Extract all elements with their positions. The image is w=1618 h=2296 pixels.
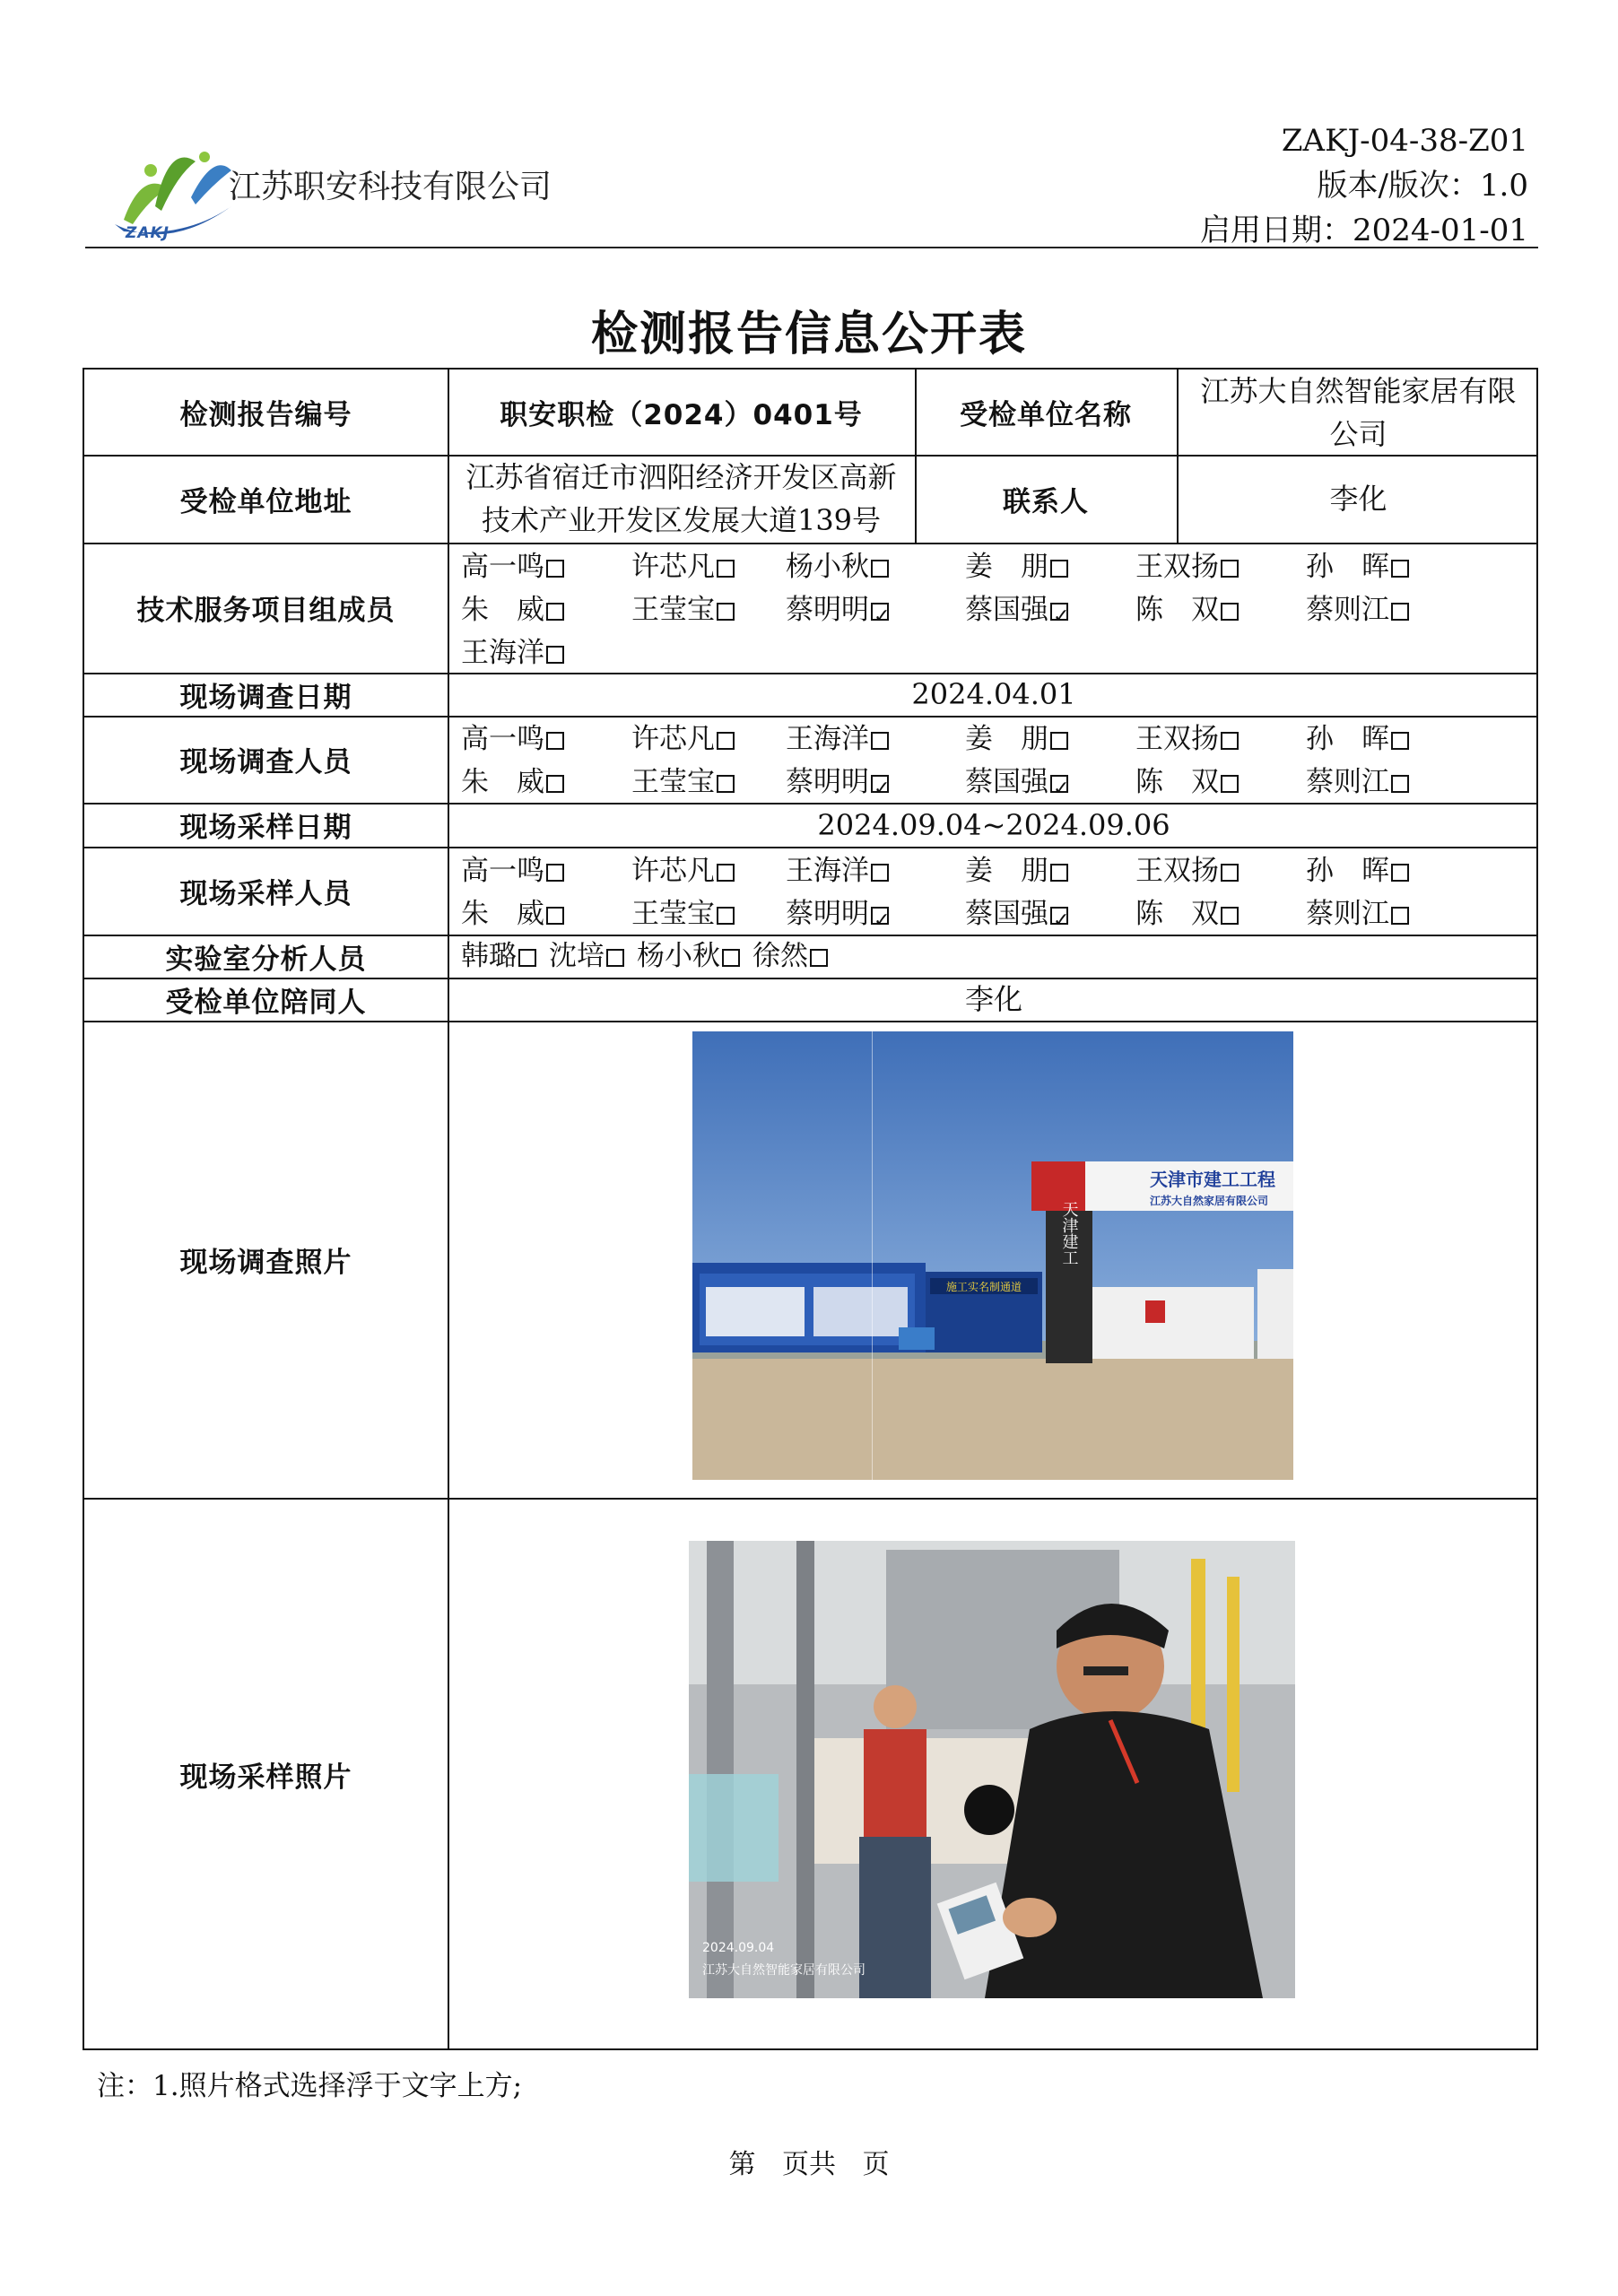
person-entry: [1306, 718, 1476, 761]
person-name: 陈 双: [1135, 594, 1219, 626]
person-name: 朱 威: [461, 766, 544, 798]
checkbox-icon[interactable]: [717, 560, 735, 578]
unit-address-value: 江苏省宿迁市泗阳经济开发区高新技术产业开发区发展大道139号: [465, 460, 897, 537]
document-meta: [1200, 118, 1528, 253]
sampling-staff-list: [461, 849, 1476, 935]
person-entry: [965, 588, 1135, 631]
person-entry: [752, 940, 828, 972]
checkbox-icon[interactable]: [1391, 732, 1409, 750]
report-no-value: 职安职检（2024）0401号: [500, 399, 863, 431]
person-name: 许芯凡: [631, 551, 715, 583]
person-name: 高一鸣: [461, 855, 544, 887]
person-entry: [461, 631, 631, 674]
company-name: 江苏职安科技有限公司: [229, 169, 552, 205]
page-footer: 第 页共 页: [728, 2149, 890, 2180]
person-entry: [461, 892, 631, 935]
person-entry: [1306, 588, 1476, 631]
person-entry: [631, 588, 786, 631]
person-name: 徐然: [752, 940, 808, 972]
checkbox-icon[interactable]: [871, 732, 889, 750]
unit-name-label: 受检单位名称: [960, 399, 1132, 431]
person-name: 高一鸣: [461, 551, 544, 583]
doc-effective-date: 启用日期：2024-01-01: [1199, 213, 1528, 248]
checkbox-icon[interactable]: [717, 907, 735, 925]
gate-sign-sub: 江苏大自然家居有限公司: [1150, 1195, 1269, 1207]
survey-date-value: 2024.04.01: [911, 677, 1076, 711]
person-name: 王双扬: [1135, 855, 1219, 887]
doc-code: ZAKJ-04-38-Z01: [1281, 123, 1528, 159]
person-name: 王莹宝: [631, 594, 715, 626]
person-entry: [786, 545, 965, 588]
members-label: 技术服务项目组成员: [136, 595, 396, 627]
checkbox-icon[interactable]: [722, 949, 740, 967]
checkbox-icon[interactable]: [1221, 732, 1239, 750]
survey-staff-list: [461, 718, 1476, 804]
checkbox-icon[interactable]: [1050, 732, 1068, 750]
checkbox-icon[interactable]: [810, 949, 828, 967]
checkbox-icon[interactable]: [518, 949, 536, 967]
person-entry: [965, 545, 1135, 588]
person-name: 王海洋: [786, 723, 869, 755]
survey-date-label: 现场调查日期: [179, 681, 352, 714]
person-name: 王海洋: [786, 855, 869, 887]
checkbox-icon[interactable]: [1391, 907, 1409, 925]
person-entry: [1135, 892, 1306, 935]
person-entry: [631, 718, 786, 761]
checkbox-icon[interactable]: [1050, 560, 1068, 578]
photo-stamp-place: 江苏大自然智能家居有限公司: [702, 1963, 866, 1978]
person-entry: [631, 849, 786, 892]
sampling-date-label: 现场采样日期: [179, 812, 352, 844]
person-name: 杨小秋: [637, 940, 720, 972]
checkbox-icon[interactable]: [1050, 864, 1068, 882]
report-no-label: 检测报告编号: [179, 399, 352, 431]
checkbox-icon[interactable]: [546, 907, 564, 925]
person-entry: [631, 892, 786, 935]
person-entry: [1135, 849, 1306, 892]
person-entry: [1306, 849, 1476, 892]
logo-text: ZAKJ: [126, 224, 170, 242]
checkbox-icon[interactable]: [1221, 907, 1239, 925]
person-entry: [786, 892, 965, 935]
person-name: 许芯凡: [631, 723, 715, 755]
person-name: 姜 朋: [965, 723, 1048, 755]
tunnel-banner: 施工实名制通道: [945, 1281, 1022, 1293]
checkbox-icon[interactable]: [717, 732, 735, 750]
sampling-photo: [689, 1541, 1295, 1998]
person-entry: [461, 718, 631, 761]
person-name: 陈 双: [1135, 898, 1219, 930]
checkbox-icon[interactable]: [717, 603, 735, 621]
person-name: 王双扬: [1135, 723, 1219, 755]
checkbox-icon[interactable]: [1221, 864, 1239, 882]
person-entry: [1135, 588, 1306, 631]
checkbox-icon[interactable]: [546, 732, 564, 750]
person-entry: [1306, 892, 1476, 935]
person-entry: [786, 761, 965, 804]
sampling-date-value: 2024.09.04~2024.09.06: [817, 807, 1170, 842]
checkbox-icon[interactable]: [606, 949, 624, 967]
gate-sign-title: 天津市建工工程: [1150, 1169, 1275, 1190]
checked-box-icon[interactable]: [871, 907, 889, 925]
photo-stamp-date: 2024.09.04: [702, 1941, 775, 1955]
checkbox-icon[interactable]: [1221, 560, 1239, 578]
person-entry: [461, 545, 631, 588]
person-name: 蔡国强: [965, 594, 1048, 626]
header-divider: [85, 247, 1538, 248]
lab-staff-label: 实验室分析人员: [165, 943, 367, 976]
person-entry: [786, 588, 965, 631]
checkbox-icon[interactable]: [871, 864, 889, 882]
checkbox-icon[interactable]: [871, 560, 889, 578]
escort-label: 受检单位陪同人: [165, 986, 367, 1019]
checked-box-icon[interactable]: [1050, 907, 1068, 925]
unit-name-value: 江苏大自然智能家居有限公司: [1200, 373, 1517, 451]
person-name: 杨小秋: [786, 551, 869, 583]
person-name: 姜 朋: [965, 551, 1048, 583]
checked-box-icon[interactable]: [1050, 775, 1068, 793]
checkbox-icon[interactable]: [1221, 775, 1239, 793]
person-name: 蔡明明: [786, 594, 869, 626]
checkbox-icon[interactable]: [1391, 603, 1409, 621]
checkbox-icon[interactable]: [717, 775, 735, 793]
checkbox-icon[interactable]: [1391, 775, 1409, 793]
person-entry: [786, 718, 965, 761]
person-name: 许芯凡: [631, 855, 715, 887]
person-name: 蔡明明: [786, 766, 869, 798]
person-name: 蔡国强: [965, 766, 1048, 798]
person-name: 王莹宝: [631, 898, 715, 930]
checked-box-icon[interactable]: [871, 775, 889, 793]
escort-value: 李化: [964, 982, 1022, 1016]
person-entry: [1135, 545, 1306, 588]
person-entry: [631, 545, 786, 588]
person-name: 王双扬: [1135, 551, 1219, 583]
person-entry: [965, 761, 1135, 804]
person-name: 朱 威: [461, 594, 544, 626]
lab-staff-list: [461, 935, 840, 978]
person-entry: [637, 940, 740, 972]
checked-box-icon[interactable]: [871, 603, 889, 621]
person-name: 王海洋: [461, 637, 544, 669]
checkbox-icon[interactable]: [546, 864, 564, 882]
person-name: 姜 朋: [965, 855, 1048, 887]
person-name: 陈 双: [1135, 766, 1219, 798]
sampling-photo-label: 现场采样照片: [179, 1761, 352, 1794]
person-name: 朱 威: [461, 898, 544, 930]
checkbox-icon[interactable]: [1221, 603, 1239, 621]
gate-pillar-text: 天津建工: [1059, 1201, 1079, 1265]
person-name: 沈培: [549, 940, 605, 972]
person-entry: [1135, 761, 1306, 804]
checked-box-icon[interactable]: [1050, 603, 1068, 621]
person-name: 蔡则江: [1306, 898, 1389, 930]
person-entry: [461, 761, 631, 804]
checkbox-icon[interactable]: [1391, 864, 1409, 882]
footnote: 注：1.照片格式选择浮于文字上方;: [97, 2070, 523, 2102]
person-name: 王莹宝: [631, 766, 715, 798]
person-name: 蔡明明: [786, 898, 869, 930]
doc-version: 版本/版次：1.0: [1317, 168, 1528, 204]
person-entry: [461, 588, 631, 631]
unit-address-label: 受检单位地址: [179, 485, 352, 518]
contact-value: 李化: [1329, 482, 1387, 516]
person-name: 韩璐: [461, 940, 517, 972]
person-name: 蔡则江: [1306, 766, 1389, 798]
person-name: 孙 晖: [1306, 551, 1389, 583]
survey-photo: [692, 1031, 1293, 1480]
checkbox-icon[interactable]: [546, 646, 564, 664]
person-name: 孙 晖: [1306, 855, 1389, 887]
checkbox-icon[interactable]: [546, 560, 564, 578]
sampling-staff-label: 现场采样人员: [179, 877, 352, 910]
person-entry: [631, 761, 786, 804]
person-entry: [786, 849, 965, 892]
members-list: [461, 545, 1476, 674]
person-entry: [549, 940, 624, 972]
checkbox-icon[interactable]: [717, 864, 735, 882]
person-entry: [965, 892, 1135, 935]
survey-staff-label: 现场调查人员: [179, 746, 352, 778]
person-name: 高一鸣: [461, 723, 544, 755]
page-title: 检测报告信息公开表: [590, 307, 1027, 361]
person-entry: [965, 718, 1135, 761]
person-entry: [965, 849, 1135, 892]
checkbox-icon[interactable]: [1391, 560, 1409, 578]
person-entry: [461, 849, 631, 892]
checkbox-icon[interactable]: [546, 775, 564, 793]
person-entry: [1306, 761, 1476, 804]
contact-label: 联系人: [1003, 485, 1089, 518]
person-name: 蔡国强: [965, 898, 1048, 930]
person-entry: [1306, 545, 1476, 588]
checkbox-icon[interactable]: [546, 603, 564, 621]
person-entry: [461, 940, 536, 972]
survey-photo-label: 现场调查照片: [179, 1246, 352, 1279]
person-name: 蔡则江: [1306, 594, 1389, 626]
person-entry: [1135, 718, 1306, 761]
person-name: 孙 晖: [1306, 723, 1389, 755]
